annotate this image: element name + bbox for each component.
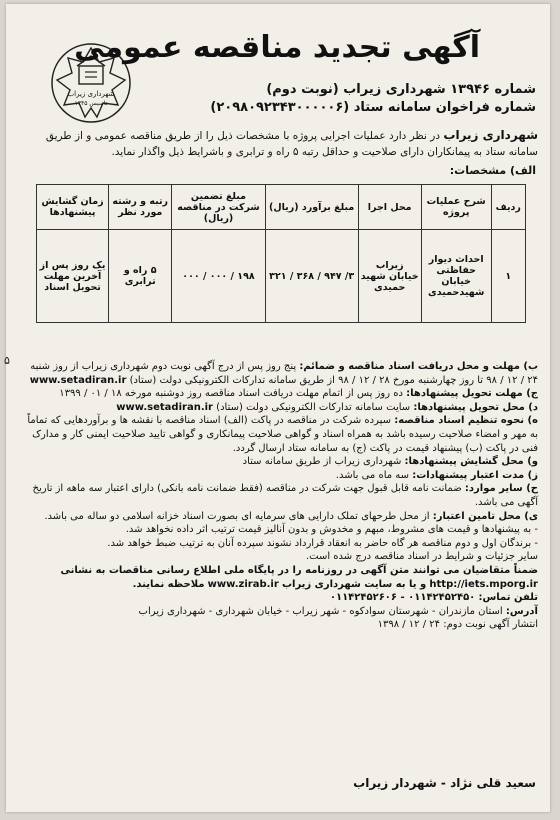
section-e bbox=[24, 414, 538, 455]
cell-opening-time: یک روز پس از آخرین مهلت تحویل اسناد bbox=[37, 230, 109, 323]
section-h-text: ضمانت نامه قابل قبول جهت شرکت در مناقصه (فقط ضمانت نامه بانکی) دارای اعتبار سه ماهه از تاریخ آگهی می باشد. bbox=[32, 483, 538, 508]
address-label: آدرس: bbox=[505, 605, 538, 617]
cell-row-number: ۱ bbox=[491, 230, 525, 323]
logo-line-2: تاسیس ۱۳۴۵ bbox=[74, 100, 108, 107]
section-i-label: ی) محل تامین اعتبار: bbox=[432, 510, 538, 522]
section-f-label: و) محل گشایش پیشنهادها: bbox=[404, 456, 538, 468]
info-text-2: و یا به سایت شهرداری زیراب bbox=[281, 578, 427, 590]
cell-description: احداث دیوار حفاظتی خیابان شهیدحمیدی bbox=[421, 230, 491, 323]
mayor-signature: سعید قلی نژاد - شهردار زیراب bbox=[353, 776, 536, 790]
col-guarantee-header: مبلغ تضمین شرکت در مناقصه (ریال) bbox=[172, 185, 265, 230]
newspaper-clipping bbox=[6, 4, 550, 812]
col-description-header: شرح عملیات پروژه bbox=[421, 185, 491, 230]
info-text-3: ملاحظه نمایند. bbox=[132, 578, 205, 590]
section-a-label: الف) مشخصات: bbox=[449, 164, 536, 177]
section-d-label: د) محل تحویل پیشنهادها: bbox=[413, 401, 538, 413]
col-estimate-header: مبلغ برآورد (ریال) bbox=[265, 185, 358, 230]
setadiran-link-2[interactable]: www.setadiran.ir bbox=[116, 401, 213, 413]
info-paragraph bbox=[24, 564, 538, 591]
phone-numbers: ۰۱۱۴۲۴۵۲۴۵۰ - ۰۱۱۴۲۴۵۲۶۰۶ bbox=[329, 592, 476, 604]
setadiran-link[interactable]: www.setadiran.ir bbox=[29, 374, 127, 386]
section-b-label: ب) مهلت و محل دریافت اسناد مناقصه و ضمائم: bbox=[299, 361, 538, 372]
table-header-row bbox=[37, 185, 526, 230]
section-h-label: ح) سایر موارد: bbox=[464, 483, 538, 495]
section-c-text: ده روز پس از اتمام مهلت دریافت اسناد مناقصه روز دوشنبه مورخه ۱۸ / ۰۱ / ۱۳۹۹ bbox=[59, 388, 403, 400]
section-i bbox=[24, 510, 538, 524]
notice-body bbox=[24, 360, 538, 632]
section-e-label: ه) نحوه تنظیم اسناد مناقصه: bbox=[394, 415, 538, 427]
cell-estimate: ۳/ ۹۴۷ / ۳۶۸ / ۳۲۱ bbox=[265, 230, 358, 323]
col-row-header: ردیف bbox=[491, 185, 525, 230]
cell-guarantee: ۱۹۸ / ۰۰۰ / ۰۰۰ bbox=[172, 230, 265, 323]
table-row bbox=[37, 230, 526, 323]
section-b-text: پنج روز پس از درج آگهی نوبت دوم شهرداری زیراب از روز شنبه ۲۴ / ۱۲ / ۹۸ تا روز چهارشنبه مورخ ۲۸ / ۱۲ / ۹۸ از طریق سامانه تدارکات الکترونیکی دولت (ستاد) bbox=[30, 361, 538, 386]
col-grade-header: رتبه و رشته مورد نظر bbox=[109, 185, 172, 230]
iets-link[interactable]: http://iets.mporg.ir bbox=[429, 578, 538, 590]
notice-title: آگهی تجدید مناقصه عمومی bbox=[74, 30, 480, 65]
setad-call-number: شماره فراخوان سامانه ستاد (۲۰۹۸۰۹۲۳۴۳۰۰۰۰۰۶) bbox=[210, 100, 536, 115]
notice-number: شماره ۱۳۹۴۶ شهرداری زیراب (نوبت دوم) bbox=[266, 82, 536, 97]
section-d bbox=[24, 401, 538, 415]
zirab-link[interactable]: www.zirab.ir bbox=[207, 578, 279, 590]
section-c-label: ج) مهلت تحویل پیشنهادها: bbox=[406, 388, 538, 400]
tender-table bbox=[36, 184, 526, 323]
edge-mark: ۵ bbox=[4, 354, 10, 367]
col-opening-header: زمان گشایش پیشنهادها bbox=[37, 185, 109, 230]
section-f-text: شهرداری زیراب از طریق سامانه ستاد bbox=[242, 456, 402, 468]
intro-paragraph bbox=[26, 127, 538, 160]
section-g-label: ز) مدت اعتبار پیشنهادات: bbox=[412, 469, 538, 481]
section-g-text: سه ماه می باشد. bbox=[335, 469, 410, 481]
phone-line bbox=[24, 591, 538, 605]
section-g bbox=[24, 469, 538, 483]
cell-location: زیراب خیابان شهید حمیدی bbox=[358, 230, 421, 323]
col-location-header: محل اجرا bbox=[358, 185, 421, 230]
note-1: - به پیشنهادها و قیمت های مشروط، مبهم و مخدوش و بدون آنالیز قیمت ترتیب اثر داده نخواهد شد. bbox=[125, 524, 538, 536]
cell-grade: ۵ راه و ترابری bbox=[109, 230, 172, 323]
section-i-text: از محل طرحهای تملک دارایی های سرمایه ای بصورت اسناد خزانه اسلامی دو ساله می باشد. bbox=[44, 510, 430, 522]
intro-text: در نظر دارد عملیات اجرایی پروژه با مشخصات ذیل را از طریق مناقصه عمومی و از طریق سامانه ستاد به پیمانکاران دارای صلاحیت و حداقل رتبه ۵ راه و ترابری و باشرایط ذیل واگذار نماید. bbox=[45, 130, 538, 158]
section-b bbox=[24, 360, 538, 387]
phone-label: تلفن تماس: bbox=[478, 592, 538, 604]
other-details: سایر جزئیات و شرایط در اسناد مناقصه درج شده است. bbox=[305, 551, 538, 563]
info-text-1: ضمناً متقاضیان می توانند متن آگهی در روزنامه را در پایگاه ملی اطلاع رسانی مناقصات به نشانی bbox=[60, 564, 538, 576]
address-line bbox=[24, 605, 538, 619]
section-d-text: سایت سامانه تدارکات الکترونیکی دولت (ستاد) bbox=[216, 401, 411, 413]
address-text: استان مازندران - شهرستان سوادکوه - شهر زیراب - خیابان شهرداری - شهرداری زیراب bbox=[138, 605, 503, 617]
section-c bbox=[24, 387, 538, 401]
section-h bbox=[24, 482, 538, 509]
intro-municipality: شهرداری زیراب bbox=[443, 128, 538, 142]
section-e-text: سپرده شرکت در مناقصه در پاکت (الف) اسناد مناقصه با نقشه ها و برآوردهایی که تماماً به مهر و امضاء صلاحیت رسیده باشد به همراه اسناد و گواهی صلاحیت پیمانکاری و گواهی تایید صلاحیت ایمنی کار و مدارک فنی در پاکت (ب) پیشنهاد قیمت در پاکت (ج) به سامانه ستاد ارسال گردد. bbox=[27, 415, 538, 454]
publish-date: انتشار آگهی نوبت دوم: ۲۴ / ۱۲ / ۱۳۹۸ bbox=[377, 619, 538, 631]
note-2: - برندگان اول و دوم مناقصه هر گاه حاضر به انعقاد قرارداد نشوند سپرده آنان به ترتیب ضبط خواهد شد. bbox=[107, 537, 538, 549]
logo-line-1: شهرداری زیراب bbox=[67, 90, 115, 98]
section-f bbox=[24, 455, 538, 469]
